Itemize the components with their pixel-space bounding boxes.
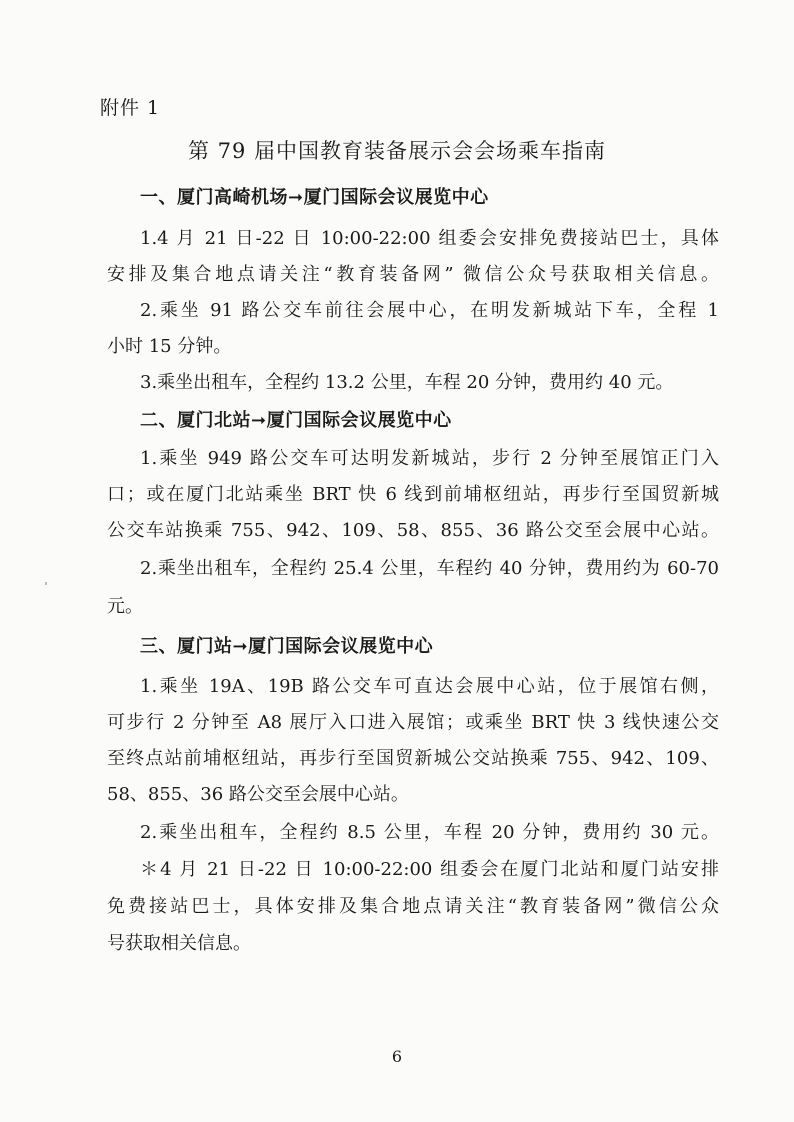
paragraph-line: 1.4 月 21 日-22 日 10:00-22:00 组委会安排免费接站巴士，具体 — [140, 228, 719, 249]
note-line: 号获取相关信息。 — [107, 933, 251, 954]
scan-speck — [45, 582, 47, 585]
page-number: 6 — [391, 1047, 403, 1066]
paragraph-line: 2.乘坐出租车，全程约 25.4 公里，车程约 40 分钟，费用约为 60-70 — [140, 558, 719, 579]
paragraph-line: 2.乘坐 91 路公交车前往会展中心，在明发新城站下车，全程 1 — [140, 300, 719, 321]
paragraph-line: 至终点站前埔枢纽站，再步行至国贸新城公交站换乘 755、942、109、 — [107, 748, 719, 769]
section-heading-airport: 一、厦门高崎机场➞厦门国际会议展览中心 — [140, 187, 489, 208]
paragraph-line: 安排及集合地点请关注“教育装备网” 微信公众号获取相关信息。 — [107, 264, 719, 285]
paragraph-line: 1.乘坐 19A、19B 路公交车可直达会展中心站，位于展馆右侧， — [140, 676, 719, 697]
section-heading-north-station: 二、厦门北站➞厦门国际会议展览中心 — [140, 410, 452, 431]
attachment-label: 附件 1 — [100, 97, 161, 119]
paragraph-line: 2.乘坐出租车，全程约 8.5 公里，车程 20 分钟，费用约 30 元。 — [140, 822, 719, 843]
note-line: ＊4 月 21 日-22 日 10:00-22:00 组委会在厦门北站和厦门站安排 — [140, 859, 719, 880]
paragraph-line: 口；或在厦门北站乘坐 BRT 快 6 线到前埔枢纽站，再步行至国贸新城 — [107, 484, 719, 505]
section-heading-xiamen-station: 三、厦门站➞厦门国际会议展览中心 — [140, 636, 434, 657]
paragraph-line: 1.乘坐 949 路公交车可达明发新城站，步行 2 分钟至展馆正门入 — [140, 448, 719, 469]
paragraph-line: 可步行 2 分钟至 A8 展厅入口进入展馆；或乘坐 BRT 快 3 线快速公交 — [107, 712, 719, 733]
paragraph-line: 元。 — [107, 596, 143, 617]
paragraph-line: 3.乘坐出租车，全程约 13.2 公里，车程 20 分钟，费用约 40 元。 — [140, 372, 674, 393]
note-line: 免费接站巴士，具体安排及集合地点请关注“教育装备网”微信公众 — [107, 896, 719, 917]
paragraph-line: 公交车站换乘 755、942、109、58、855、36 路公交至会展中心站。 — [107, 520, 719, 541]
paragraph-line: 小时 15 分钟。 — [107, 336, 232, 357]
paragraph-line: 58、855、36 路公交至会展中心站。 — [107, 784, 409, 805]
document-title: 第 79 届中国教育装备展示会会场乘车指南 — [187, 139, 607, 163]
